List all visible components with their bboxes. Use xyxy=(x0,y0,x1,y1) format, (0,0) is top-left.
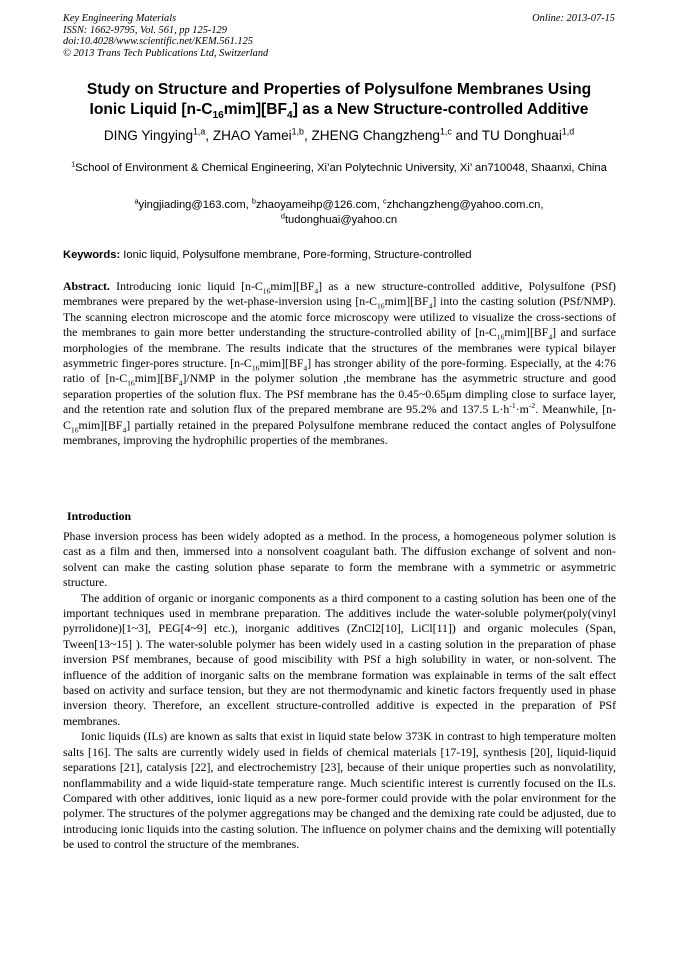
email-mark: b xyxy=(251,196,256,206)
paper-title xyxy=(60,80,618,120)
author-emails xyxy=(70,198,608,227)
abstract-subscript: 16 xyxy=(251,363,260,373)
abstract-text: mim][BF xyxy=(270,279,315,293)
author-name: , ZHENG Changzheng xyxy=(303,128,440,143)
section-heading-introduction: Introduction xyxy=(67,509,132,523)
abstract-subscript: 4 xyxy=(122,425,127,435)
author-name: , ZHAO Yamei xyxy=(205,128,292,143)
affiliation xyxy=(70,161,608,176)
keywords-label: Keywords: xyxy=(63,249,121,261)
author-affiliation-mark: 1,d xyxy=(561,126,575,137)
email-mark: c xyxy=(382,196,387,206)
keywords xyxy=(63,248,618,262)
abstract-text: ] into the casting solution (PSf/NMP). The scanning electron microscope and the atomic force microscopy were utilized to visualize the cross-sections of the membranes to gain more better understanding the structure-controlled ability of [n-C xyxy=(63,294,616,340)
abstract-subscript: 16 xyxy=(496,332,505,342)
email-address: zhchangzheng@yahoo.com.cn, xyxy=(386,199,544,211)
abstract-text: mim][BF xyxy=(504,325,549,340)
affiliation-text: School of Environment & Chemical Engineering, Xi’an Polytechnic University, Xi’ an710048, Shaanxi, China xyxy=(75,162,607,174)
abstract-text: ] and surface morphologies of the membrane. The results indicate that the structures of the membranes were typical bilayer asymmetric finger-pores structure. [n-C xyxy=(63,325,616,371)
copyright-line: © 2013 Trans Tech Publications Ltd, Switzerland xyxy=(63,47,269,59)
author-name: DING Yingying xyxy=(103,128,194,143)
email-mark: a xyxy=(134,196,139,206)
abstract-subscript: 16 xyxy=(70,425,79,435)
keywords-text: Ionic liquid, Polysulfone membrane, Pore-forming, Structure-controlled xyxy=(120,249,472,261)
abstract-subscript: 16 xyxy=(262,286,271,296)
title-text: Ionic Liquid [n-C xyxy=(89,101,213,118)
abstract-label: Abstract. xyxy=(63,279,110,293)
abstract-subscript: 4 xyxy=(428,301,433,311)
abstract-text: ] has stronger ability of the pore-forming. Especially, at the 4:76 ratio of [n-C xyxy=(63,356,617,386)
abstract-superscript: -2 xyxy=(528,401,536,411)
email-mark: d xyxy=(280,210,285,220)
abstract-text: ] as a new structure-controlled additive, Polysulfone (PSf) membranes were prepared by the wet-phase-inversion using [n-C xyxy=(63,279,616,309)
author-list xyxy=(55,127,623,145)
abstract-subscript: 4 xyxy=(303,363,308,373)
abstract-text: . Meanwhile, [n-C xyxy=(63,402,617,432)
doi-line: doi:10.4028/www.scientific.net/KEM.561.125 xyxy=(63,36,253,48)
abstract-text: mim][BF xyxy=(259,356,304,371)
abstract-text: ] partially retained in the prepared Polysulfone membrane reduced the contact angles of Polysulfone membranes, improving the hydrophilic properties of the membranes. xyxy=(63,417,616,448)
title-text: ] as a New Structure-controlled Additive xyxy=(292,101,589,118)
title-line-1: Study on Structure and Properties of Polysulfone Membranes Using xyxy=(86,81,592,98)
abstract-subscript: 4 xyxy=(314,286,319,296)
title-subscript: 4 xyxy=(287,110,293,122)
email-address: tudonghuai@yahoo.cn xyxy=(284,213,398,226)
abstract-subscript: 4 xyxy=(178,378,183,388)
author-affiliation-mark: 1,a xyxy=(193,126,206,137)
abstract xyxy=(63,279,616,448)
author-affiliation-mark: 1,c xyxy=(439,126,452,137)
title-line-2 xyxy=(60,100,618,120)
abstract-text: mim][BF xyxy=(78,417,123,432)
abstract-subscript: 16 xyxy=(376,301,385,311)
journal-header xyxy=(63,13,615,59)
author-affiliation-mark: 1,b xyxy=(291,126,304,137)
email-address: zhaoyameihp@126.com, xyxy=(255,199,383,211)
online-date: Online: 2013-07-15 xyxy=(532,13,615,24)
abstract-superscript: -1 xyxy=(509,401,516,411)
abstract-text: mim][BF xyxy=(134,371,179,386)
abstract-text: Introducing ionic liquid [n-C xyxy=(109,279,263,293)
affiliation-mark: 1 xyxy=(71,159,76,169)
intro-paragraph-2: The addition of organic or inorganic components as a third component to a casting solution has been one of the important techniques used in membrane preparation. The additives include the water-soluble polymer(poly(vinyl pyrrolidone)[1~3], PEG[4~9] etc.), inorganic additives (ZnCl2[10], LiCl[11]) and organic molecules (Span, Tween[13~15] ). The water-soluble polymer has been widely used in a casting solution in the preparation of phase inversion PSf membranes, because of good miscibility with PSf a high solubility in water, or non-solvent. The influence of the addition of inorganic salts on the membrane formation was explainable in terms of the salt effect based on activity and surface tension, but they are not thermodynamic and kinetic factors frequently used in phase inversion theory. Therefore, an excellent structure-controlled additive is expected in the preparation of PSf membranes. xyxy=(63,590,616,728)
abstract-subscript: 16 xyxy=(127,378,135,388)
issn-line: ISSN: 1662-9795, Vol. 561, pp 125-129 xyxy=(63,24,227,36)
abstract-text: ·m xyxy=(515,402,529,417)
introduction-body xyxy=(63,529,616,853)
intro-paragraph-1: Phase inversion process has been widely adopted as a method. In the process, a homogeneous polymer solution is cast as a film and then, immersed into a nonsolvent coagulant bath. The diffusion exchange of solvent and non-solvent can make the casting solution phase separate to form the membrane with a symmetric or asymmetric structure. xyxy=(63,529,616,590)
email-address: yingjiading@163.com, xyxy=(138,199,252,211)
journal-name: Key Engineering Materials xyxy=(63,13,177,24)
abstract-subscript: 4 xyxy=(548,332,553,342)
intro-paragraph-3: Ionic liquids (ILs) are known as salts that exist in liquid state below 373K in contrast to high temperature molten salts [16]. The salts are currently widely used in fields of chemical materials [17-19], synthesis [20], liquid-liquid separations [21], catalysis [22], and electrochemistry [23], because of their unique properties such as nonvolatility, nonflammability and a wide liquid-state temperature range. Much scientific interest is currently focused on the ILs. Compared with other additives, ionic liquid as a new pore-former could provide with the polar environment for the polymer. The structures of the polymer aggregations may be changed and the demixing rate could be adjusted, due to introducing ionic liquids into the casting solution. The influence on polymer chains and the demixing will potentially be used to control the structure of the membranes. xyxy=(63,729,616,852)
abstract-text: ]/NMP in the polymer solution ,the membrane has the asymmetric structure and good separation properties of the solution flux. The PSf membrane has the 0.45~0.65μm dimpling close to surface layer, and the retention rate and solution flux of the prepared membrane are 95.2% and 137.5 L·h xyxy=(63,371,616,417)
title-text: mim][BF xyxy=(223,101,288,118)
author-name: and TU Donghuai xyxy=(451,128,562,143)
abstract-text: mim][BF xyxy=(384,294,429,309)
title-subscript: 16 xyxy=(212,110,224,122)
